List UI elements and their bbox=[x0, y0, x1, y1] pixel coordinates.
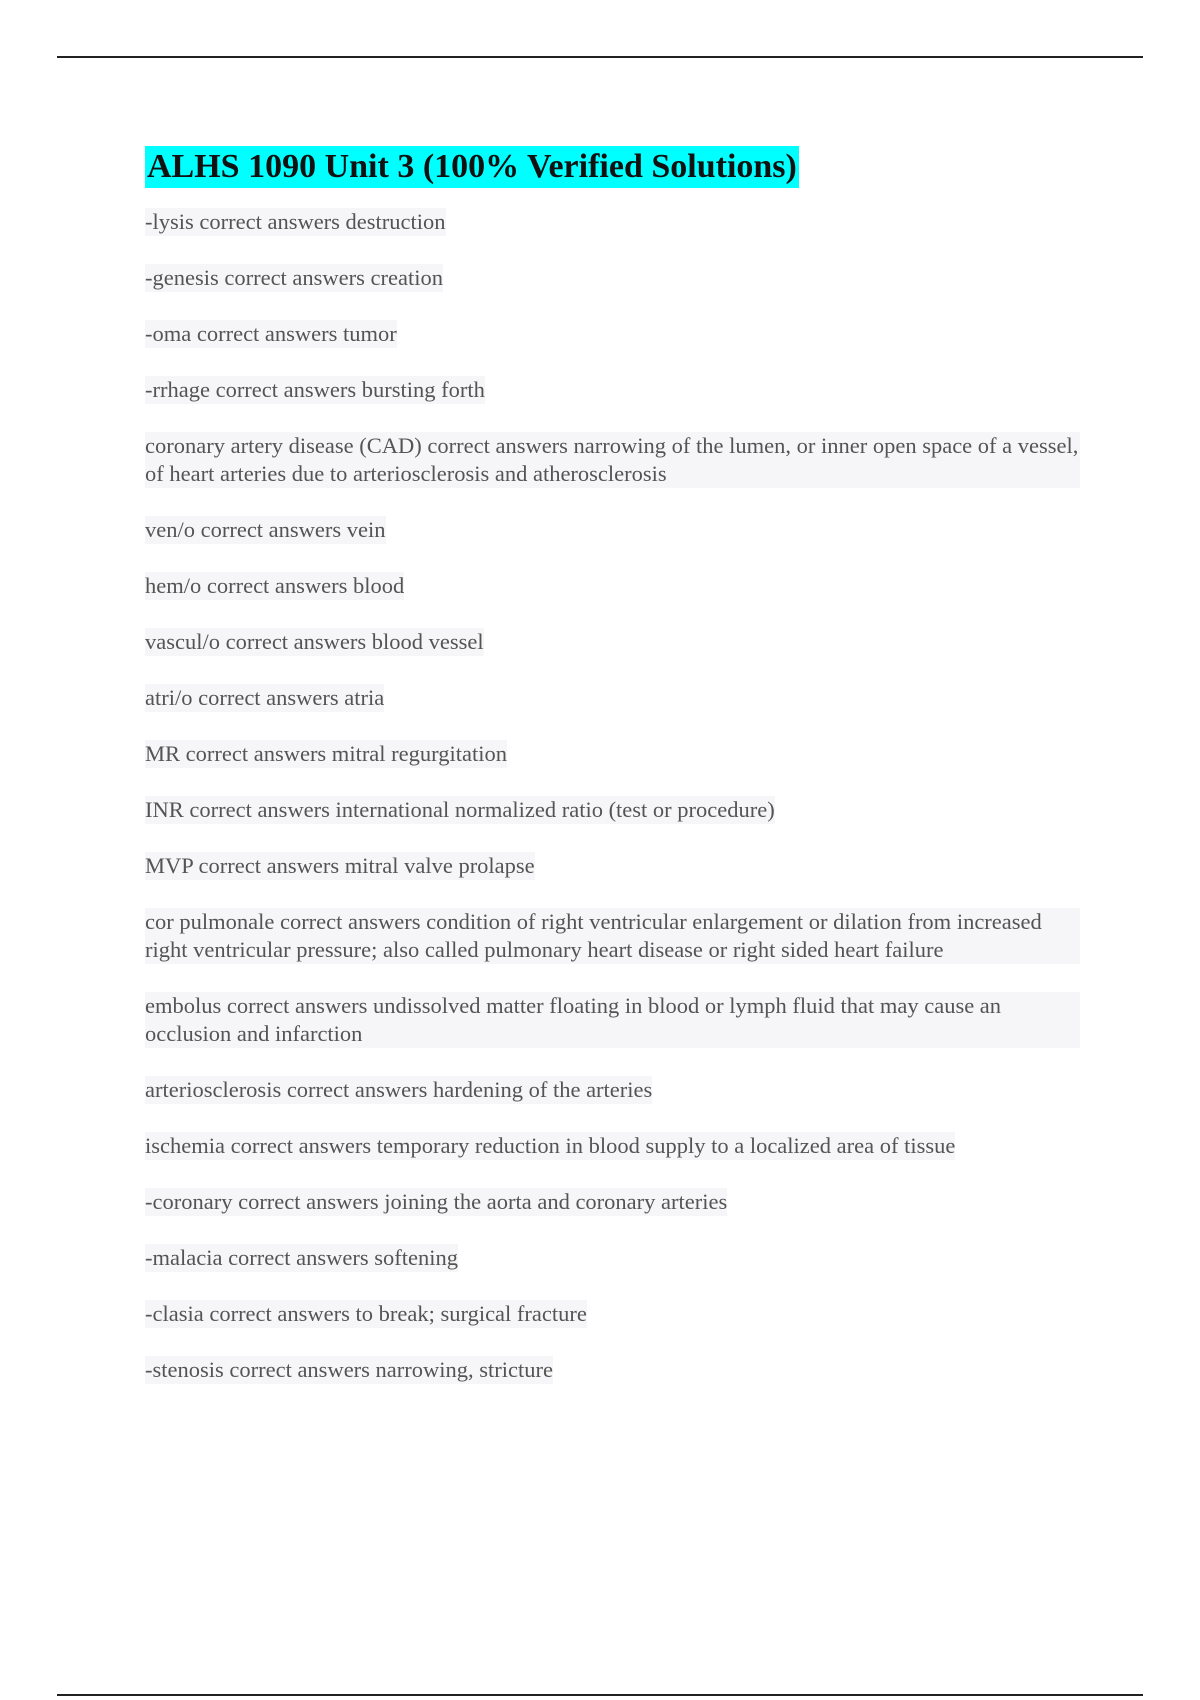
list-item: MR correct answers mitral regurgitation bbox=[145, 741, 507, 766]
list-item: ven/o correct answers vein bbox=[145, 517, 386, 542]
list-item: hem/o correct answers blood bbox=[145, 573, 405, 598]
list-item: MVP correct answers mitral valve prolapse bbox=[145, 853, 535, 878]
list-item: -clasia correct answers to break; surgical fracture bbox=[145, 1301, 587, 1326]
list-item: vascul/o correct answers blood vessel bbox=[145, 629, 484, 654]
list-item: coronary artery disease (CAD) correct answers narrowing of the lumen, or inner open space of a vessel, of heart arteries due to arteriosclerosis and atherosclerosis bbox=[145, 433, 1079, 486]
list-item: atri/o correct answers atria bbox=[145, 685, 385, 710]
list-item: -genesis correct answers creation bbox=[145, 265, 443, 290]
list-item: -lysis correct answers destruction bbox=[145, 209, 446, 234]
document-body bbox=[145, 146, 1085, 1412]
list-item: embolus correct answers undissolved matter floating in blood or lymph fluid that may cause an occlusion and infarction bbox=[145, 992, 1080, 1048]
list-item: -malacia correct answers softening bbox=[145, 1245, 458, 1270]
document-title: ALHS 1090 Unit 3 (100% Verified Solutions) bbox=[145, 146, 799, 188]
bottom-divider bbox=[57, 1694, 1143, 1696]
list-item: cor pulmonale correct answers condition of right ventricular enlargement or dilation from increased right ventricular pressure; also called pulmonary heart disease or right sided heart failure bbox=[145, 908, 1080, 964]
list-item: -coronary correct answers joining the aorta and coronary arteries bbox=[145, 1189, 728, 1214]
list-item: -rrhage correct answers bursting forth bbox=[145, 377, 485, 402]
list-item: ischemia correct answers temporary reduction in blood supply to a localized area of tissue bbox=[145, 1133, 956, 1158]
entry-list bbox=[145, 208, 1085, 1384]
list-item: INR correct answers international normalized ratio (test or procedure) bbox=[145, 797, 775, 822]
list-item: arteriosclerosis correct answers hardening of the arteries bbox=[145, 1077, 653, 1102]
list-item: -stenosis correct answers narrowing, stricture bbox=[145, 1357, 553, 1382]
top-divider bbox=[57, 56, 1143, 58]
list-item: -oma correct answers tumor bbox=[145, 321, 397, 346]
